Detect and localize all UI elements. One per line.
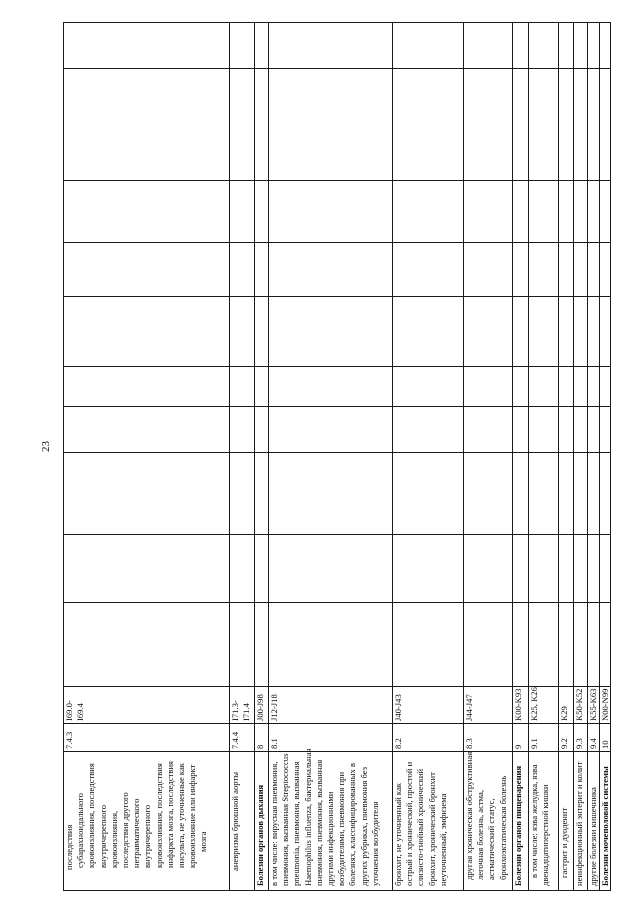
column-border xyxy=(63,602,611,603)
row-icd-code: K00-K93 xyxy=(513,688,523,721)
row-icd-code: J00-J98 xyxy=(255,694,265,721)
row-number: 7.4.3 xyxy=(64,731,74,749)
row-border xyxy=(63,22,64,890)
row-name-line: легочная болезнь, астма, xyxy=(475,789,486,880)
row-name-line: Болезни органов пищеварения xyxy=(513,765,523,886)
row-icd-code: K25, K26 xyxy=(529,687,539,721)
row-name-line: pneumonia, пневмония, вызванная xyxy=(291,761,302,886)
row-name-line: кровоизлияния, последствия xyxy=(86,763,97,868)
row-name-line: других рубриках, пневмония без xyxy=(358,766,369,886)
row-icd-code: I71.4 xyxy=(241,703,252,721)
row-border xyxy=(587,22,588,890)
row-icd-code: I71.3- xyxy=(230,700,240,721)
row-name-line: двенадцатиперстной кишки xyxy=(540,784,551,886)
page-number: 23 xyxy=(40,441,52,452)
column-border xyxy=(63,22,611,23)
row-name-line: Haemophilus influenza, бактериальная xyxy=(302,748,313,886)
row-name-line: бронхит, хронический бронхит xyxy=(426,772,437,886)
column-border xyxy=(63,68,611,69)
row-number: 9.3 xyxy=(574,738,584,749)
row-name-line: кровоизлияния, xyxy=(108,810,119,868)
row-name-line: болезнях, классифицированных в xyxy=(347,762,358,886)
row-icd-code: J44-J47 xyxy=(464,694,474,721)
row-name-line: инсульта, не уточненные как xyxy=(176,763,186,868)
row-number: 8 xyxy=(255,744,265,749)
row-border xyxy=(573,22,574,890)
row-border xyxy=(392,22,393,890)
row-icd-code: K50-K52 xyxy=(574,688,584,721)
row-name-line: бронхит, не уточненный как xyxy=(393,783,403,886)
row-icd-code: J40-J43 xyxy=(393,694,403,721)
row-name-line: последствия xyxy=(64,824,74,870)
row-icd-code: K55-K63 xyxy=(588,688,598,721)
column-border xyxy=(63,452,611,453)
row-number: 10 xyxy=(600,740,610,749)
row-border xyxy=(558,22,559,890)
row-name-line: субарахноидального xyxy=(75,793,86,868)
row-name-line: пневмония, вызванная Streptococcus xyxy=(280,753,291,886)
row-icd-code: I69.4 xyxy=(75,703,86,721)
row-name-line: нетравматического xyxy=(131,798,142,868)
row-name-line: другая хроническая обструктивная xyxy=(464,751,474,880)
row-name-line: другими инфекционными xyxy=(325,791,335,886)
row-name-line: астматический статус, xyxy=(486,798,497,880)
row-name-line: кровоизлияние или инфаркт xyxy=(187,764,198,868)
row-name-line: слизисто-гнойный хронический xyxy=(415,768,426,886)
row-border xyxy=(512,22,513,890)
row-name-line: неинфекционный энтерит и колит xyxy=(574,761,584,886)
row-name-line: в том числе: язва желудка, язва xyxy=(529,764,539,878)
row-name-line: мозга xyxy=(198,831,209,852)
row-number: 9.1 xyxy=(529,738,539,749)
row-number: 8.1 xyxy=(269,738,279,749)
row-number: 8.3 xyxy=(464,738,474,749)
column-border xyxy=(63,751,611,752)
row-name-line: внутричерепного xyxy=(97,804,108,868)
row-border xyxy=(599,22,600,890)
row-icd-code: I69.0- xyxy=(64,700,74,721)
row-name-line: возбудителями, пневмония при xyxy=(336,771,347,886)
column-border xyxy=(63,406,611,407)
row-number: 7.4.4 xyxy=(230,731,240,749)
row-name-line: пневмония, пневмония, вызванная xyxy=(313,759,324,886)
row-name-line: бронхоэктатическая болезнь xyxy=(497,775,508,880)
row-name-line: Болезни мочеполовой системы xyxy=(600,766,610,886)
row-number: 9 xyxy=(513,744,523,749)
column-border xyxy=(63,366,611,367)
row-name-line: внутричерепного xyxy=(142,804,153,868)
row-name-line: Болезни органов дыхания xyxy=(255,784,265,886)
column-border xyxy=(63,242,611,243)
column-border xyxy=(63,890,611,891)
column-border xyxy=(63,296,611,297)
row-icd-code: N00-N99 xyxy=(600,688,610,721)
row-icd-code: J12-J18 xyxy=(269,694,279,721)
row-border xyxy=(528,22,529,890)
row-number: 9.2 xyxy=(559,738,569,749)
row-border xyxy=(610,22,611,890)
column-border xyxy=(63,180,611,181)
row-border xyxy=(229,22,230,890)
row-name-line: уточнения возбудителя xyxy=(369,801,380,886)
row-name-line: последствия другого xyxy=(120,792,130,868)
row-border xyxy=(254,22,255,890)
row-number: 9.4 xyxy=(588,738,598,749)
row-name-line: неуточненный, эмфизема xyxy=(437,793,448,886)
row-border xyxy=(268,22,269,890)
row-number: 8.2 xyxy=(393,738,403,749)
row-name-line: кровоизлияния, последствия xyxy=(153,763,164,868)
row-name-line: в том числе: вирусная пневмония, xyxy=(269,761,279,886)
row-name-line: острый и хронический, простой и xyxy=(404,761,415,886)
row-name-line: аневризма брюшной аорты xyxy=(230,772,240,871)
row-icd-code: K29 xyxy=(559,706,569,721)
row-name-line: инфаркта мозга, последствия xyxy=(164,761,175,868)
column-border xyxy=(63,723,611,724)
column-border xyxy=(63,534,611,535)
row-name-line: гастрит и дуоденит xyxy=(559,807,569,878)
row-name-line: другие болезни кишечника xyxy=(588,787,598,886)
